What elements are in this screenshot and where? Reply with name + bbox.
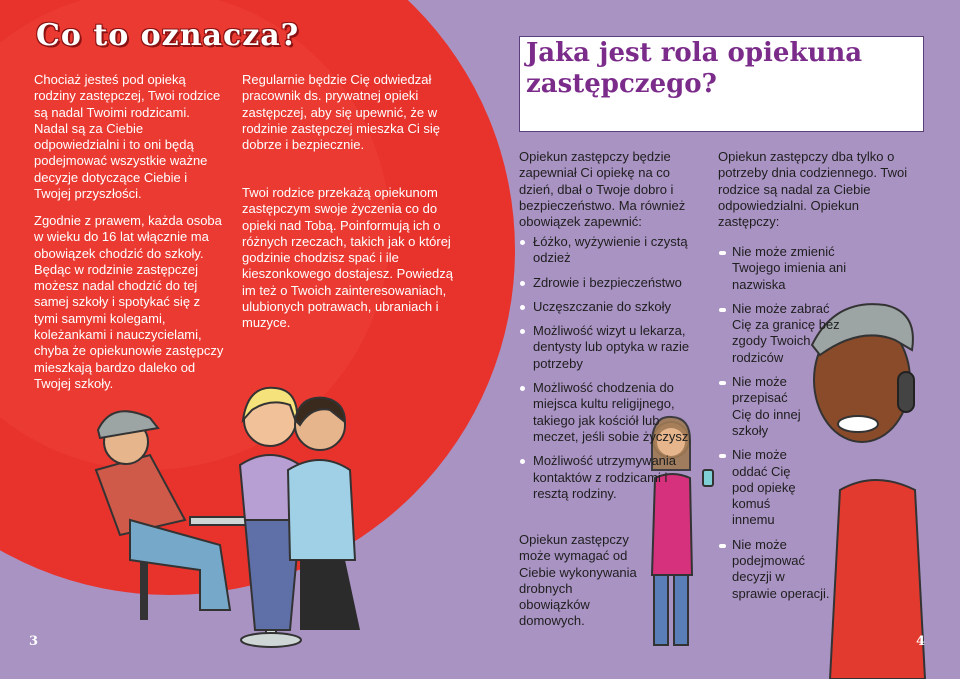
caregiver-duties-intro: Opiekun zastępczy będzie zapewniał Ci opiekę na co dzień, dbał o Twoje dobro i bezpieczeństwo. Ma również obowiązek zapewnić: bbox=[519, 149, 686, 230]
school-paragraph: Zgodnie z prawem, każda osoba w wieku do 16 lat włącznie ma obowiązek chodzić do szkoły. Będąc w rodzinie zastępczej możesz nadal chodzić do tej samej szkoły i spotykać się z tymi samymi kolegami, koleżankami i nauczycielami, chyba że opiekunowie zastępczy mieszkają bardzo daleko od Twojej szkoły. bbox=[34, 213, 224, 391]
list-item: Możliwość wizyt u lekarza, dentysty lub optyka w razie potrzeby bbox=[519, 323, 694, 372]
left-page-title: Co to oznacza? bbox=[36, 18, 300, 53]
bullet-icon bbox=[520, 305, 525, 310]
page-number-right: 4 bbox=[916, 634, 926, 649]
list-item: Nie może zmienić Twojego imienia ani nazwiska bbox=[718, 244, 878, 293]
dash-bullet-icon bbox=[719, 308, 726, 312]
list-item: Możliwość chodzenia do miejsca kultu religijnego, takiego jak kościół lub meczet, jeśli sobie życzysz bbox=[519, 380, 694, 445]
dash-bullet-icon bbox=[719, 454, 726, 458]
bullet-icon bbox=[520, 281, 525, 286]
right-page-title: Jaka jest rola opiekuna zastępczego? bbox=[526, 38, 863, 99]
caregiver-limits-list bbox=[718, 244, 878, 610]
list-item: Nie może przepisać Cię do innej szkoły bbox=[718, 374, 802, 439]
bullet-icon bbox=[520, 459, 525, 464]
dash-bullet-icon bbox=[719, 544, 726, 548]
household-chores-paragraph: Opiekun zastępczy może wymagać od Ciebie wykonywania drobnych obowiązków domowych. bbox=[519, 532, 637, 629]
list-item: Łóżko, wyżywienie i czystą odzież bbox=[519, 234, 694, 267]
caseworker-visits-paragraph: Regularnie będzie Cię odwiedzał pracownik ds. prywatnej opieki zastępczej, aby się upewnić, że w rodzinie zastępczej mieszka Ci się dobrze i bezpiecznie. bbox=[242, 72, 440, 153]
caregiver-limits-intro: Opiekun zastępczy dba tylko o potrzeby dnia codziennego. Twoi rodzice są nadal za Ciebie odpowiedzialni. Opiekun zastępczy: bbox=[718, 149, 908, 230]
list-item: Nie może podejmować decyzji w sprawie operacji. bbox=[718, 537, 832, 602]
list-item: Zdrowie i bezpieczeństwo bbox=[519, 275, 694, 291]
list-item: Nie może zabrać Cię za granicę bez zgody Twoich rodziców bbox=[718, 301, 842, 366]
list-item: Nie może oddać Cię pod opiekę komuś innemu bbox=[718, 447, 802, 528]
list-item: Uczęszczanie do szkoły bbox=[519, 299, 694, 315]
bullet-icon bbox=[520, 329, 525, 334]
bullet-icon bbox=[520, 240, 525, 245]
parents-responsibility-paragraph: Chociaż jesteś pod opieką rodziny zastępczej, Twoi rodzice są nadal Twoimi rodzicami. Nadal są za Ciebie odpowiedzialni i to oni będą podejmować wszystkie ważne decyzje dotyczące Ciebie i Twojej przyszłości. bbox=[34, 72, 221, 202]
parents-wishes-paragraph: Twoi rodzice przekażą opiekunom zastępczym swoje życzenia co do opieki nad Tobą. Poinformują ich o różnych rzeczach, takich jak o której godzinie chodzisz spać i ile kieszonkowego dostajesz. Powiedzą im też o Twoich zainteresowaniach, ulubionych potrawach, ubraniach i muzyce. bbox=[242, 185, 454, 331]
caregiver-duties-list bbox=[519, 234, 694, 510]
list-item: Możliwość utrzymywania kontaktów z rodzicami i resztą rodziny. bbox=[519, 453, 694, 502]
dash-bullet-icon bbox=[719, 381, 726, 385]
dash-bullet-icon bbox=[719, 251, 726, 255]
page-number-left: 3 bbox=[29, 634, 39, 649]
bullet-icon bbox=[520, 386, 525, 391]
